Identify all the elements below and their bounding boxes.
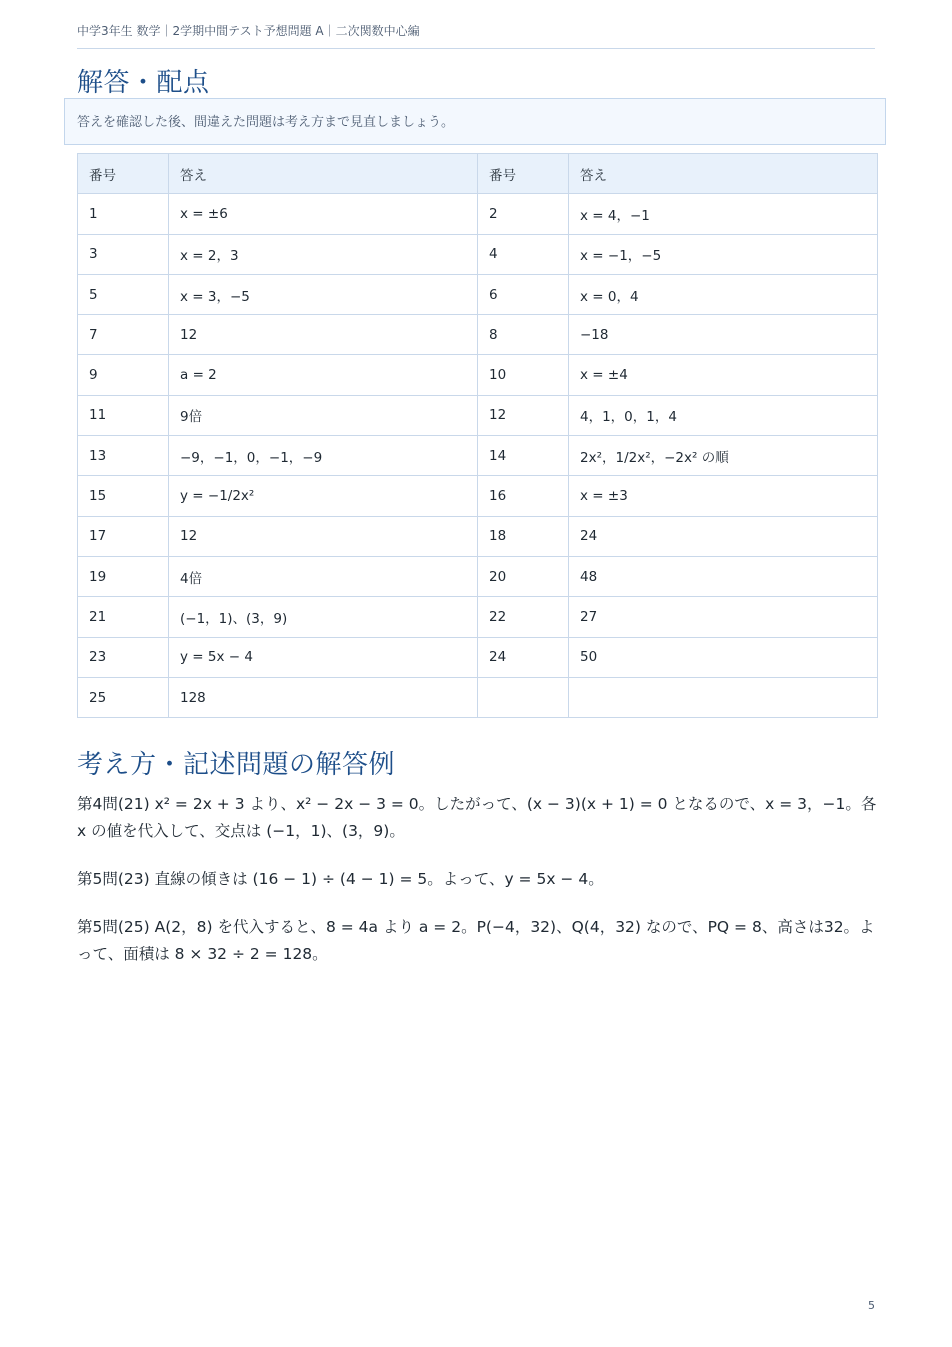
- table-row: [78, 436, 878, 476]
- question-number: 8: [478, 315, 569, 355]
- question-number: 25: [78, 677, 169, 717]
- question-number: 1: [78, 194, 169, 234]
- question-number: 19: [78, 556, 169, 596]
- question-number: 21: [78, 597, 169, 637]
- question-number: 22: [478, 597, 569, 637]
- answer-cell: [569, 677, 878, 717]
- answer-cell: 27: [569, 597, 878, 637]
- answer-cell: y = 5x − 4: [169, 637, 478, 677]
- answer-cell: 2x²，1/2x²，−2x² の順: [569, 436, 878, 476]
- answer-cell: −9，−1，0，−1，−9: [169, 436, 478, 476]
- question-number: 6: [478, 274, 569, 314]
- explanation-section-title: 考え方・記述問題の解答例: [77, 750, 396, 780]
- review-note: 答えを確認した後、間違えた問題は考え方まで見直しましょう。: [64, 98, 886, 145]
- question-number: 18: [478, 516, 569, 556]
- table-row: [78, 556, 878, 596]
- answer-cell: x = ±6: [169, 194, 478, 234]
- answer-cell: x = 0，4: [569, 274, 878, 314]
- explanation-paragraph: 第5問(23) 直線の傾きは (16 − 1) ÷ (4 − 1) = 5。よって、y = 5x − 4。: [77, 870, 604, 888]
- answer-cell: x = 2，3: [169, 234, 478, 274]
- table-row: [78, 677, 878, 717]
- question-number: 16: [478, 476, 569, 516]
- answer-cell: x = ±3: [569, 476, 878, 516]
- question-number: 5: [78, 274, 169, 314]
- table-row: [78, 315, 878, 355]
- answer-cell: 12: [169, 516, 478, 556]
- question-number: 10: [478, 355, 569, 395]
- question-number: 17: [78, 516, 169, 556]
- answer-cell: 50: [569, 637, 878, 677]
- question-number: 13: [78, 436, 169, 476]
- explanation-paragraph: 第5問(25) A(2，8) を代入すると、8 = 4a より a = 2。P(−4，32)、Q(4，32) なので、PQ = 8、高さは32。よって、面積は 8 × 32 ÷ 2 = 128。: [77, 918, 875, 963]
- answer-cell: x = ±4: [569, 355, 878, 395]
- question-number: 14: [478, 436, 569, 476]
- question-number: 15: [78, 476, 169, 516]
- answer-cell: a = 2: [169, 355, 478, 395]
- header-number: 番号: [478, 154, 569, 194]
- header-answer: 答え: [169, 154, 478, 194]
- answer-cell: (−1，1)、(3，9): [169, 597, 478, 637]
- table-row: [78, 355, 878, 395]
- question-number: [478, 677, 569, 717]
- table-row: [78, 476, 878, 516]
- explanation-paragraph: 第4問(21) x² = 2x + 3 より、x² − 2x − 3 = 0。したがって、(x − 3)(x + 1) = 0 となるので、x = 3，−1。各 x の値を代入して、交点は (−1，1)、(3，9)。: [77, 795, 877, 840]
- running-header: 中学3年生 数学｜2学期中間テスト予想問題 A｜二次関数中心編: [77, 22, 875, 49]
- table-row: [78, 597, 878, 637]
- answer-cell: 4，1，0，1，4: [569, 395, 878, 435]
- header-answer: 答え: [569, 154, 878, 194]
- answer-cell: −18: [569, 315, 878, 355]
- question-number: 24: [478, 637, 569, 677]
- answer-cell: 128: [169, 677, 478, 717]
- answer-cell: x = 3，−5: [169, 274, 478, 314]
- table-row: [78, 637, 878, 677]
- table-row: [78, 234, 878, 274]
- question-number: 11: [78, 395, 169, 435]
- answer-cell: 24: [569, 516, 878, 556]
- answer-table-header-row: [78, 154, 878, 194]
- question-number: 7: [78, 315, 169, 355]
- answer-cell: x = −1，−5: [569, 234, 878, 274]
- answer-cell: x = 4，−1: [569, 194, 878, 234]
- answer-cell: 48: [569, 556, 878, 596]
- question-number: 20: [478, 556, 569, 596]
- question-number: 3: [78, 234, 169, 274]
- answer-cell: y = −1/2x²: [169, 476, 478, 516]
- table-row: [78, 274, 878, 314]
- question-number: 9: [78, 355, 169, 395]
- answer-cell: 9倍: [169, 395, 478, 435]
- table-row: [78, 395, 878, 435]
- table-row: [78, 516, 878, 556]
- question-number: 12: [478, 395, 569, 435]
- answers-section-title: 解答・配点: [77, 68, 210, 98]
- page-number: 5: [868, 1299, 875, 1312]
- question-number: 4: [478, 234, 569, 274]
- table-row: [78, 194, 878, 234]
- answer-cell: 4倍: [169, 556, 478, 596]
- answer-table: [77, 153, 878, 718]
- question-number: 2: [478, 194, 569, 234]
- question-number: 23: [78, 637, 169, 677]
- header-number: 番号: [78, 154, 169, 194]
- answer-cell: 12: [169, 315, 478, 355]
